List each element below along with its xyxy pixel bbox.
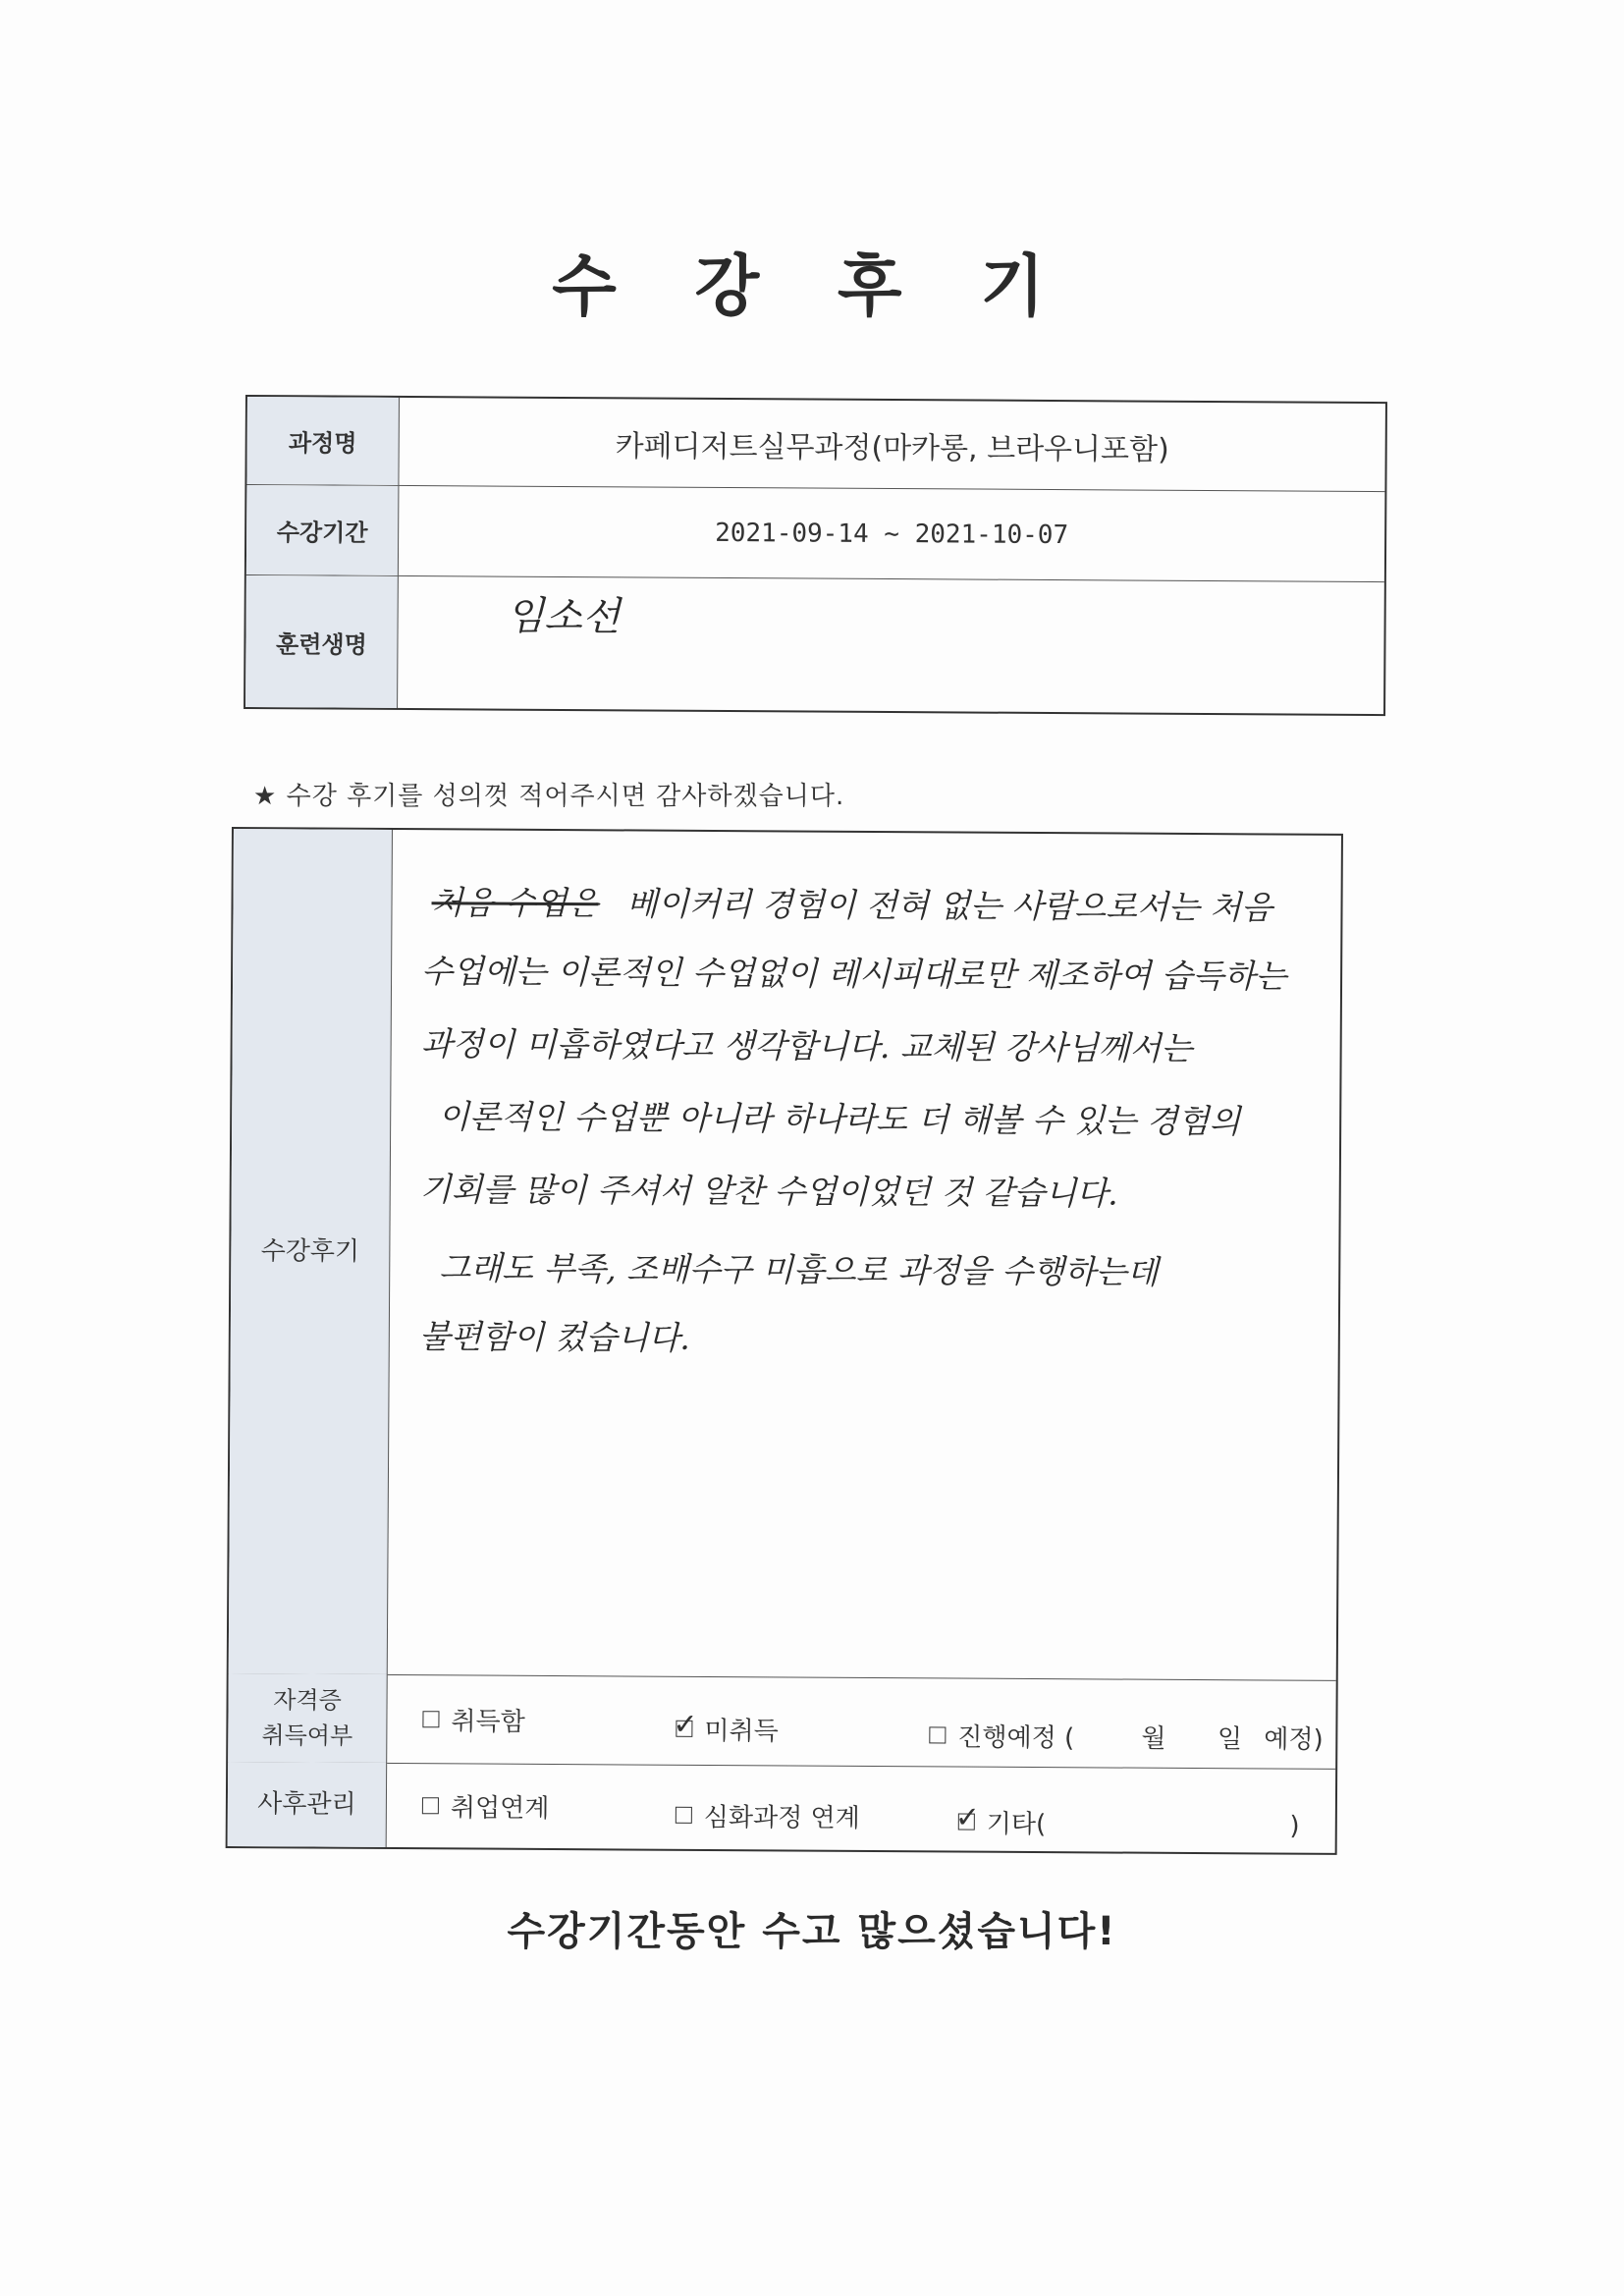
option-employment[interactable]: 취업연계 xyxy=(422,1787,550,1825)
certificate-label-line2: 취득여부 xyxy=(261,1722,353,1750)
struck-text: 처음 수업은 xyxy=(431,883,599,923)
period-label: 수강기간 xyxy=(246,485,400,575)
checkbox-empty-icon[interactable] xyxy=(676,1807,692,1824)
review-line: 불편함이 컸습니다. xyxy=(418,1317,690,1357)
checkmark-icon: ✓ xyxy=(673,1707,698,1742)
review-line xyxy=(431,877,1272,928)
review-line: 그래도 부족, 조배수구 미흡으로 과정을 수행하는데 xyxy=(439,1248,1159,1291)
page-title: 수 강 후 기 xyxy=(552,248,1072,326)
checkbox-checked-icon[interactable] xyxy=(673,1707,698,1742)
review-table xyxy=(226,827,1343,1855)
checkbox-empty-icon[interactable] xyxy=(929,1726,946,1743)
course-row xyxy=(246,397,1385,492)
checkbox-empty-icon[interactable] xyxy=(422,1797,439,1814)
trainee-label: 훈련생명 xyxy=(245,575,399,708)
checkbox-checked-icon[interactable] xyxy=(954,1800,981,1835)
notice-text: ★ 수강 후기를 성의껏 적어주시면 감사하겠습니다. xyxy=(253,782,845,811)
option-advanced-course[interactable]: 심화과정 연계 xyxy=(676,1797,860,1834)
certificate-label xyxy=(228,1673,388,1763)
review-line: 이론적인 수업뿐 아니라 하나라도 더 해볼 수 있는 경험의 xyxy=(438,1097,1241,1141)
trainee-value-cell xyxy=(398,576,1384,714)
review-line-text: 베이커리 경험이 전혀 없는 사람으로서는 처음 xyxy=(625,884,1273,927)
period-value: 2021-09-14 ~ 2021-10-07 xyxy=(715,518,1069,550)
checkmark-icon: ✓ xyxy=(954,1800,981,1835)
review-line: 과정이 미흡하였다고 생각합니다. 교체된 강사님께서는 xyxy=(420,1024,1193,1067)
certificate-label-line1: 자격증 xyxy=(273,1686,342,1715)
option-planned[interactable]: 진행예정 ( 월 일 예정) xyxy=(929,1717,1324,1755)
option-acquired[interactable]: 취득함 xyxy=(422,1701,525,1738)
period-row xyxy=(246,485,1385,582)
review-label: 수강후기 xyxy=(229,829,393,1674)
course-info-table xyxy=(244,395,1387,716)
divider xyxy=(228,1762,1335,1770)
option-not-acquired[interactable]: ✓ 미취득 xyxy=(673,1707,779,1747)
option-other[interactable]: ✓ 기타( ) xyxy=(954,1800,1300,1841)
review-line: 수업에는 이론적인 수업없이 레시피대로만 제조하여 습득하는 xyxy=(420,952,1287,996)
review-body xyxy=(388,830,1341,1680)
trainee-row xyxy=(245,575,1384,714)
trainee-name-handwritten: 임소선 xyxy=(506,593,621,640)
course-label: 과정명 xyxy=(246,397,400,485)
aftercare-label: 사후관리 xyxy=(228,1762,388,1847)
review-line: 기회를 많이 주셔서 알찬 수업이었던 것 같습니다. xyxy=(419,1170,1118,1213)
closing-message: 수강기간동안 수고 많으셨습니다! xyxy=(507,1909,1117,1954)
course-value: 카페디저트실무과정(마카롱, 브라우니포함) xyxy=(615,428,1169,467)
checkbox-empty-icon[interactable] xyxy=(422,1711,439,1727)
